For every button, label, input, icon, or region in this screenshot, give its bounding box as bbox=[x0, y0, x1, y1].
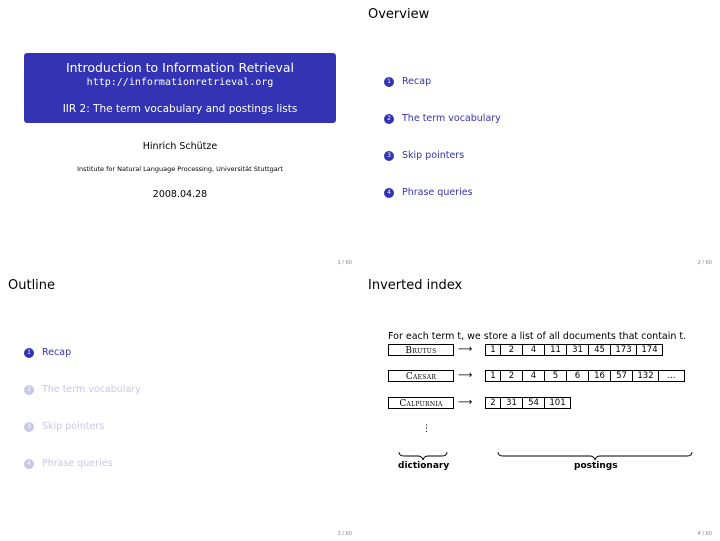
posting-cell: 1 bbox=[485, 344, 501, 356]
lecture-subtitle: IIR 2: The term vocabulary and postings lists bbox=[62, 103, 298, 115]
toc-item-label: Skip pointers bbox=[402, 150, 465, 161]
toc-item-label: Phrase queries bbox=[402, 187, 473, 198]
title-box bbox=[24, 53, 336, 123]
arrow-icon: ⟶ bbox=[458, 370, 473, 381]
section-number-badge: 2 bbox=[384, 114, 394, 124]
outline-list bbox=[24, 334, 141, 482]
section-number-badge: 1 bbox=[24, 348, 34, 358]
slide-heading: Inverted index bbox=[368, 278, 463, 293]
intro-text: For each term t, we store a list of all documents that contain t. bbox=[388, 331, 687, 342]
posting-cell: 2 bbox=[501, 344, 523, 356]
section-number-badge: 3 bbox=[24, 422, 34, 432]
dictionary-term-brutus: Brutus bbox=[388, 344, 454, 356]
posting-cell: 2 bbox=[501, 370, 523, 382]
slide-title bbox=[0, 0, 360, 270]
toc-item-skip-pointers[interactable] bbox=[384, 137, 501, 174]
posting-cell: 31 bbox=[567, 344, 589, 356]
posting-cell: 1 bbox=[485, 370, 501, 382]
arrow-icon: ⟶ bbox=[458, 344, 473, 355]
section-number-badge: 3 bbox=[384, 151, 394, 161]
dictionary-term-calpurnia: Calpurnia bbox=[388, 397, 454, 409]
posting-cell: 31 bbox=[501, 397, 523, 409]
toc-item-term-vocabulary[interactable] bbox=[24, 371, 141, 408]
page-number: 4 / 60 bbox=[697, 531, 712, 537]
institute: Institute for Natural Language Processing, Universität Stuttgart bbox=[77, 165, 283, 173]
toc-item-label: The term vocabulary bbox=[402, 113, 501, 124]
lecture-url: http://informationretrieval.org bbox=[86, 77, 274, 88]
posting-cell: 45 bbox=[589, 344, 611, 356]
slide-outline bbox=[0, 271, 360, 541]
section-number-badge: 2 bbox=[24, 385, 34, 395]
toc-item-phrase-queries[interactable] bbox=[384, 174, 501, 211]
toc-item-skip-pointers[interactable] bbox=[24, 408, 141, 445]
toc-item-label: Phrase queries bbox=[42, 458, 113, 469]
toc-item-label: The term vocabulary bbox=[42, 384, 141, 395]
toc-item-recap[interactable] bbox=[384, 63, 501, 100]
author: Hinrich Schütze bbox=[142, 141, 218, 152]
overview-list bbox=[384, 63, 501, 211]
posting-cell: 101 bbox=[545, 397, 571, 409]
toc-item-recap[interactable] bbox=[24, 334, 141, 371]
vertical-ellipsis: ⋮ bbox=[422, 424, 431, 434]
posting-cell: 132 bbox=[633, 370, 659, 382]
section-number-badge: 4 bbox=[384, 188, 394, 198]
slide-overview bbox=[360, 0, 720, 270]
posting-cell: 11 bbox=[545, 344, 567, 356]
date: 2008.04.28 bbox=[152, 189, 208, 200]
posting-cell: 4 bbox=[523, 370, 545, 382]
page-number: 1 / 60 bbox=[337, 260, 352, 266]
posting-cell: 16 bbox=[589, 370, 611, 382]
section-number-badge: 4 bbox=[24, 459, 34, 469]
toc-item-label: Skip pointers bbox=[42, 421, 105, 432]
page-number: 2 / 60 bbox=[697, 260, 712, 266]
postings-label: postings bbox=[574, 461, 618, 471]
toc-item-label: Recap bbox=[402, 76, 432, 87]
posting-cell: 173 bbox=[611, 344, 637, 356]
postings-brace bbox=[497, 451, 693, 461]
posting-cell: 54 bbox=[523, 397, 545, 409]
posting-cell: 174 bbox=[637, 344, 663, 356]
slide-heading: Overview bbox=[368, 7, 430, 22]
lecture-title: Introduction to Information Retrieval bbox=[65, 60, 295, 75]
postings-list bbox=[485, 397, 571, 409]
toc-item-label: Recap bbox=[42, 347, 72, 358]
dictionary-term-caesar: Caesar bbox=[388, 370, 454, 382]
dictionary-label: dictionary bbox=[398, 461, 450, 471]
toc-item-term-vocabulary[interactable] bbox=[384, 100, 501, 137]
posting-cell: 5 bbox=[545, 370, 567, 382]
dictionary-brace bbox=[398, 451, 448, 461]
toc-item-phrase-queries[interactable] bbox=[24, 445, 141, 482]
postings-list bbox=[485, 344, 663, 356]
slide-heading: Outline bbox=[8, 278, 56, 293]
posting-cell: 57 bbox=[611, 370, 633, 382]
arrow-icon: ⟶ bbox=[458, 397, 473, 408]
posting-cell: ... bbox=[659, 370, 685, 382]
page-number: 3 / 60 bbox=[337, 531, 352, 537]
posting-cell: 4 bbox=[523, 344, 545, 356]
posting-cell: 2 bbox=[485, 397, 501, 409]
postings-list bbox=[485, 370, 685, 382]
slide-inverted-index bbox=[360, 271, 720, 541]
posting-cell: 6 bbox=[567, 370, 589, 382]
section-number-badge: 1 bbox=[384, 77, 394, 87]
